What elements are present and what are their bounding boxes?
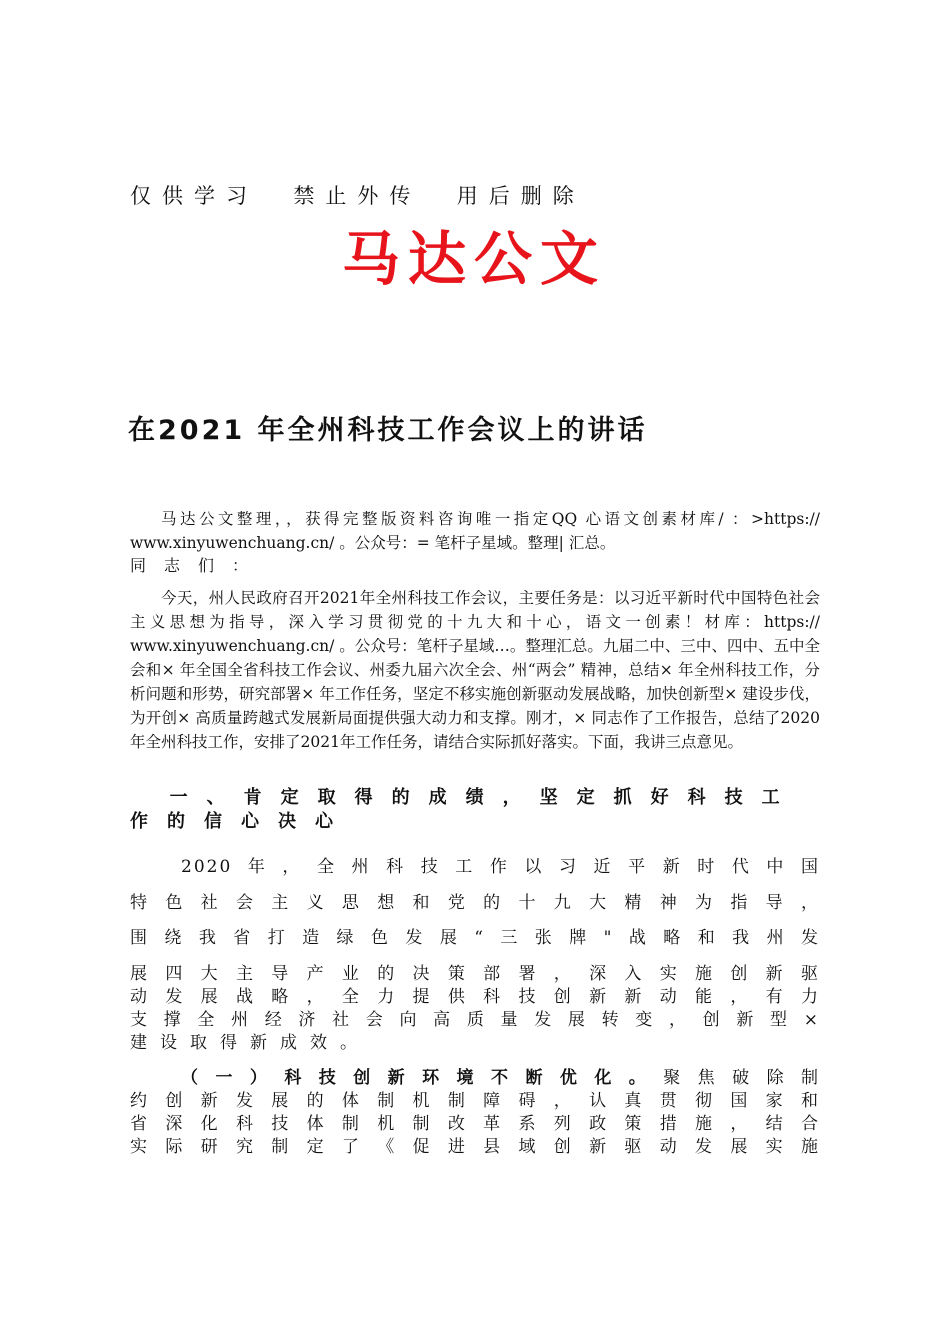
subsection1-line: 约创新发展的体制机制障碍，认真贯彻国家和 [130, 1091, 820, 1111]
section1-line: 动发展战略，全力提供科技创新新动能，有力 [130, 987, 820, 1007]
subsection1-first-line [130, 1063, 820, 1088]
section1-line: 特色社会主义思想和党的十九大精神为指导， [130, 893, 820, 913]
subsection1-title: （一）科技创新环境不断优化。 [181, 1068, 664, 1088]
greeting: 同志们： [130, 556, 267, 575]
section1-line: 展四大主导产业的决策部署，深入实施创新驱 [130, 964, 820, 984]
subsection1-first-rest: 聚焦破除制 [663, 1068, 821, 1088]
usage-notice: 仅供学习 禁止外传 用后删除 [130, 184, 585, 208]
brand-title: 马达公文 [342, 225, 607, 293]
section1-line: 围绕我省打造绿色发展“三张牌"战略和我州发 [130, 928, 820, 948]
section1-line: 建设取得新成效。 [130, 1033, 370, 1053]
intro-paragraph: 马达公文整理，，获得完整版资料咨询唯一指定QQ 心语文创素材库/ ：>https:// www.xinyuwenchuang.cn/ 。公众号：= 笔杆子星域。整理| 汇总。 [130, 510, 820, 552]
section-heading-1: 一、肯定取得的成绩，坚定抓好科技工作的信心决心 [130, 787, 799, 832]
subsection1-line: 实际研究制定了《促进县域创新驱动发展实施 [130, 1137, 820, 1157]
subsection1-line: 省深化科技体制机制改革系列政策措施，结合 [130, 1114, 820, 1134]
section1-line: 2020年，全州科技工作以习近平新时代中国 [181, 857, 820, 877]
section1-line: 支撑全州经济社会向高质量发展转变，创新型× [130, 1010, 820, 1030]
document-title: 在2021 年全州科技工作会议上的讲话 [128, 415, 648, 446]
opening-paragraph: 今天，州人民政府召开2021年全州科技工作会议，主要任务是：以习近平新时代中国特色社会主义思想为指导，深入学习贯彻党的十九大和十心，语文一创素！材库：https:// www.xinyuwenchuang.cn/ 。公众号：笔杆子星域…。整理汇总。九届二中、三中、四中、五中全会和× 年全国全省科技工作会议、州委九届六次全会、州“两会” 精神，总结× 年全州科技工作，分析问题和形势，研究部署× 年工作任务，坚定不移实施创新驱动发展战略，加快创新型× 建设步伐，为开创× 高质量跨越式发展新局面提供强大动力和支撑。刚才，× 同志作了工作报告，总结了2020年全州科技工作，安排了2021年工作任务，请结合实际抓好落实。下面，我讲三点意见。 [130, 589, 820, 751]
